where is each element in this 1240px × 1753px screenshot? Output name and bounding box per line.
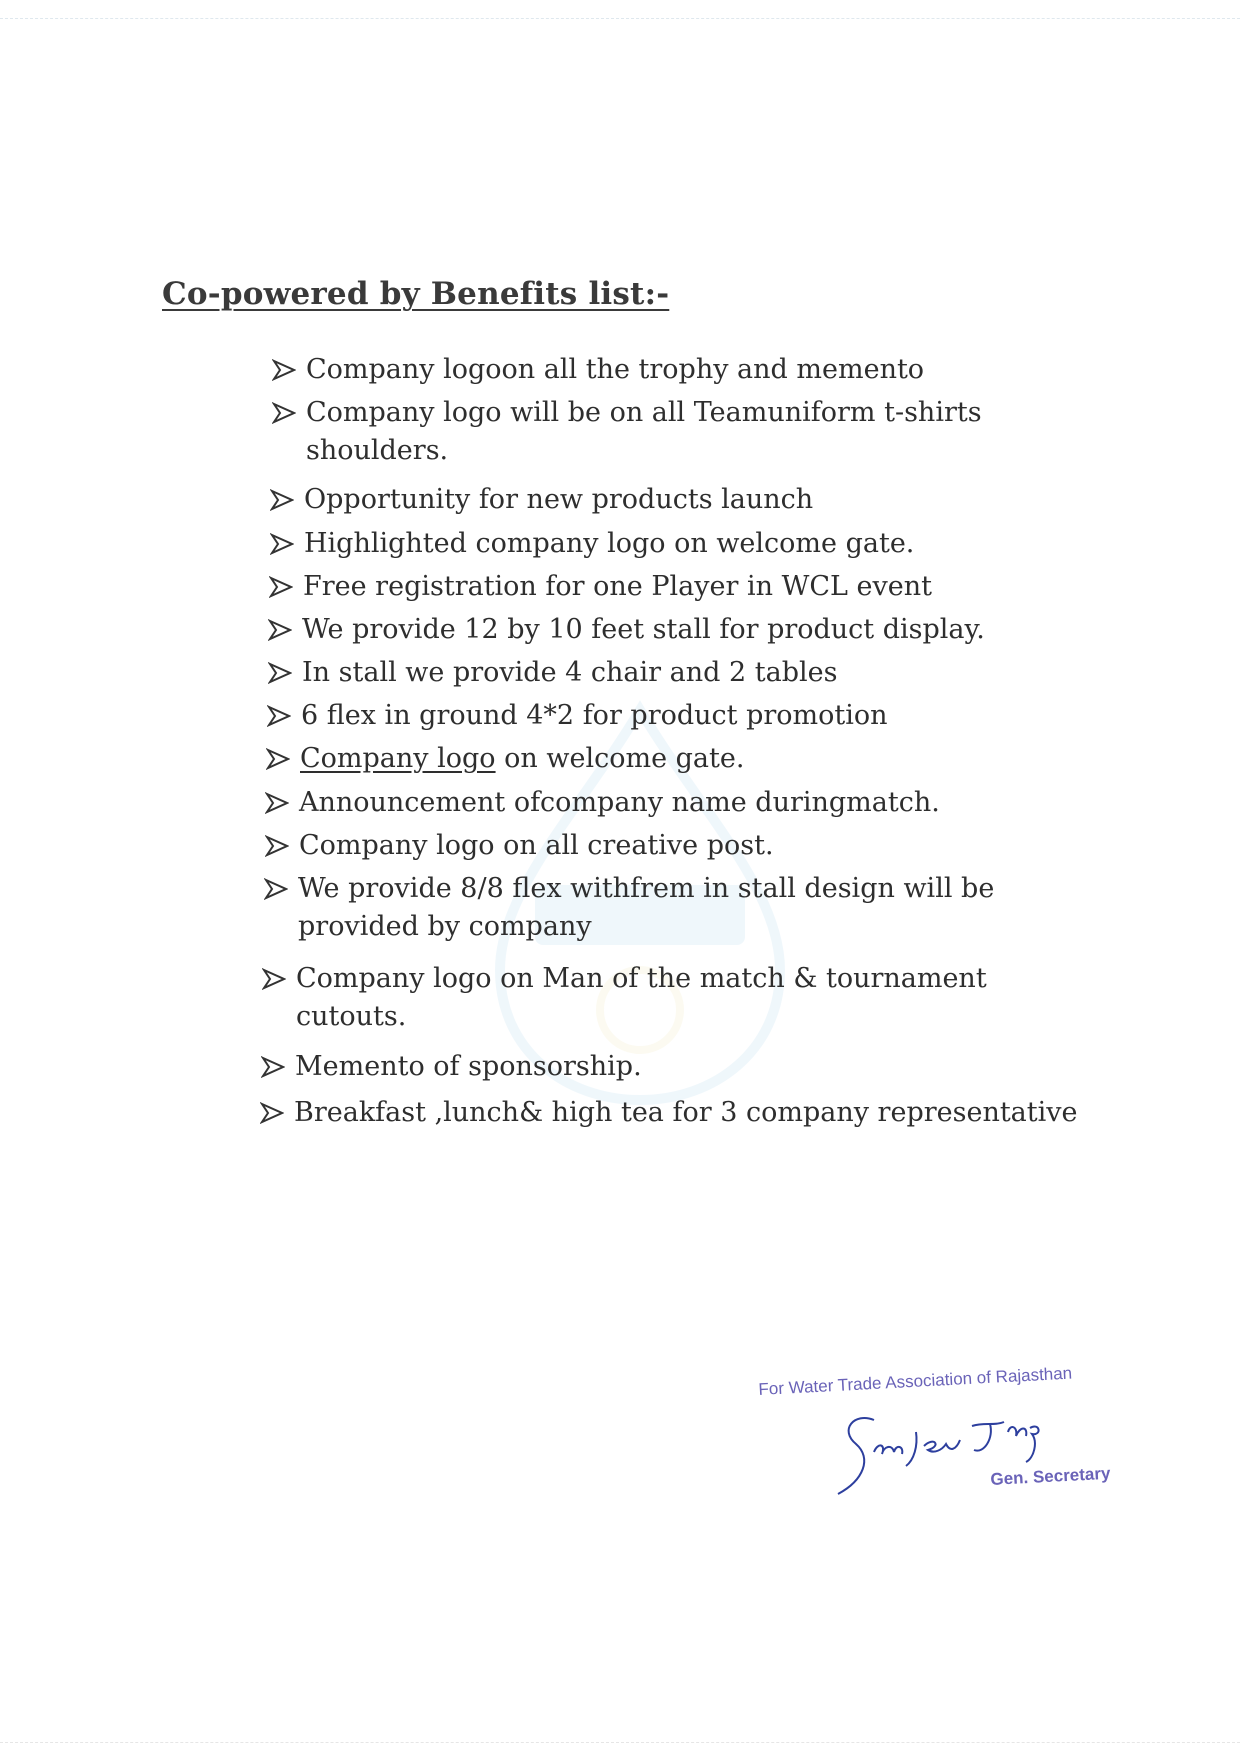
underlined-phrase: Company logo xyxy=(300,743,496,774)
benefit-text-rest: on welcome gate. xyxy=(495,743,745,774)
signature-organization: For Water Trade Association of Rajasthan xyxy=(758,1363,1073,1399)
benefit-text: Opportunity for new products launch xyxy=(304,484,814,515)
signature-block xyxy=(756,1363,1136,1540)
benefit-text: We provide 8/8 flex withfrem in stall design will be xyxy=(298,873,995,904)
benefit-continuation: cutouts. xyxy=(296,1001,407,1032)
benefit-text: Announcement ofcompany name duringmatch. xyxy=(299,787,940,818)
page-title: Co-powered by Benefits list:- xyxy=(162,276,670,312)
benefit-continuation: provided by company xyxy=(298,911,592,942)
arrowhead-bullet-icon xyxy=(260,1093,284,1133)
benefit-text: Highlighted company logo on welcome gate. xyxy=(304,528,915,559)
benefit-text: Company logoon all the trophy and memento xyxy=(306,354,925,385)
arrowhead-bullet-icon xyxy=(265,783,289,823)
arrowhead-bullet-icon xyxy=(265,826,289,866)
arrowhead-bullet-icon xyxy=(268,653,292,693)
benefit-text: Company logo will be on all Teamuniform t-shirts xyxy=(306,397,982,428)
arrowhead-bullet-icon xyxy=(270,524,294,564)
arrowhead-bullet-icon xyxy=(270,480,294,520)
benefit-text: We provide 12 by 10 feet stall for product display. xyxy=(302,614,985,645)
benefit-text xyxy=(300,739,744,779)
benefit-text: 6 flex in ground 4*2 for product promotion xyxy=(301,700,888,731)
arrowhead-bullet-icon xyxy=(269,567,293,607)
arrowhead-bullet-icon xyxy=(272,393,296,433)
arrowhead-bullet-icon xyxy=(264,869,288,909)
scan-edge-top xyxy=(0,18,1240,19)
arrowhead-bullet-icon xyxy=(261,1047,285,1087)
benefit-text: Company logo on Man of the match & tournament xyxy=(296,963,987,994)
benefit-text: Free registration for one Player in WCL event xyxy=(303,571,932,602)
benefit-continuation: shoulders. xyxy=(306,435,449,466)
benefit-text: Breakfast ,lunch& high tea for 3 company representative xyxy=(294,1097,1078,1128)
arrowhead-bullet-icon xyxy=(262,959,286,999)
arrowhead-bullet-icon xyxy=(266,739,290,779)
benefit-text: Company logo on all creative post. xyxy=(299,830,774,861)
arrowhead-bullet-icon xyxy=(268,610,292,650)
benefit-text: Memento of sponsorship. xyxy=(295,1051,642,1082)
benefit-text: In stall we provide 4 chair and 2 tables xyxy=(302,657,838,688)
arrowhead-bullet-icon xyxy=(272,350,296,390)
arrowhead-bullet-icon xyxy=(267,696,291,736)
scan-edge-bottom xyxy=(0,1742,1240,1743)
signature-title: Gen. Secretary xyxy=(990,1463,1111,1489)
